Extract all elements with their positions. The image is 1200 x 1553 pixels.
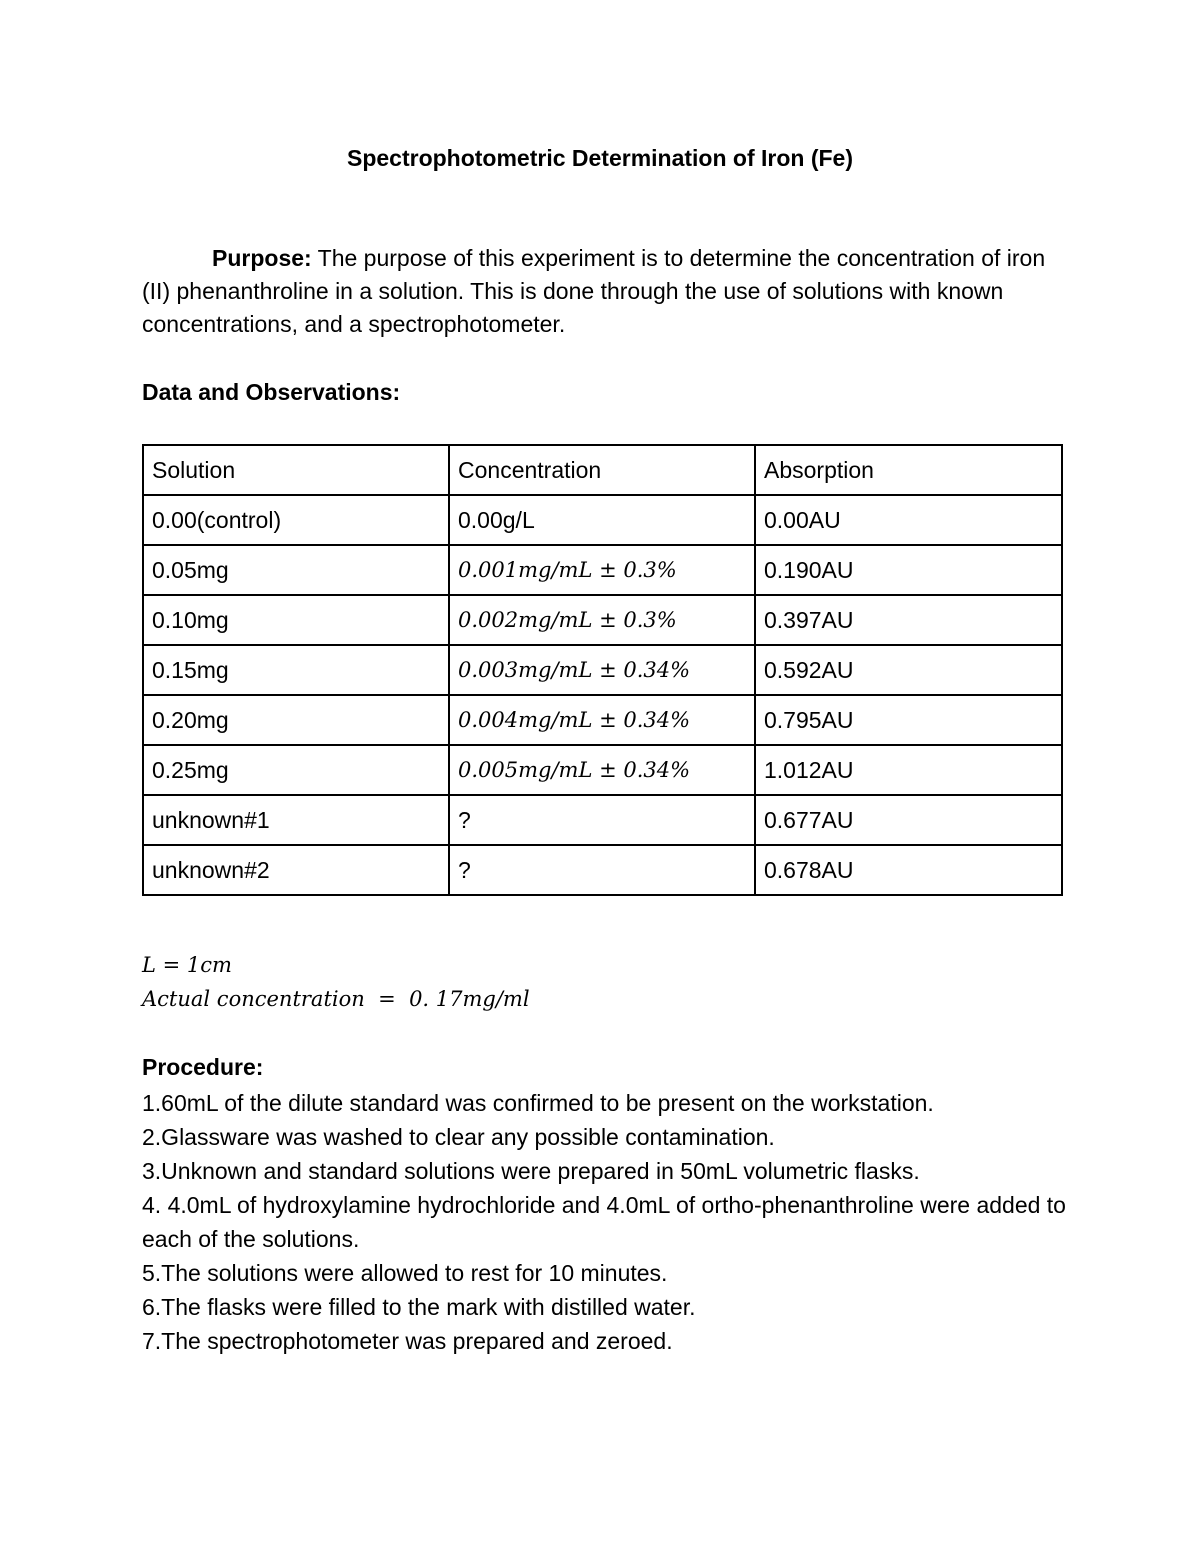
cell-absorption: 0.190AU [755,545,1062,595]
cell-solution: 0.10mg [143,595,449,645]
header-absorption: Absorption [755,445,1062,495]
procedure-list [142,1086,1072,1358]
cell-solution: 0.20mg [143,695,449,745]
cell-solution: 0.25mg [143,745,449,795]
purpose-paragraph [142,242,1072,341]
cell-absorption: 0.677AU [755,795,1062,845]
procedure-step: 4. 4.0mL of hydroxylamine hydrochloride and 4.0mL of ortho-phenanthroline were added to each of the solutions. [142,1192,1066,1252]
table-header-row [143,445,1062,495]
path-length-formula: L = 1cm [142,953,232,977]
cell-absorption: 1.012AU [755,745,1062,795]
purpose-label: Purpose: [212,245,312,271]
cell-solution: unknown#2 [143,845,449,895]
procedure-step: 1.60mL of the dilute standard was confirmed to be present on the workstation. [142,1090,934,1116]
procedure-step: 2.Glassware was washed to clear any possible contamination. [142,1124,775,1150]
header-concentration: Concentration [449,445,755,495]
cell-concentration: 0.005mg/mL ± 0.34% [449,745,755,795]
procedure-step: 6.The flasks were filled to the mark with distilled water. [142,1294,696,1320]
cell-concentration: ? [449,845,755,895]
cell-solution: 0.00(control) [143,495,449,545]
actual-concentration-formula: Actual concentration = 0. 17mg/ml [142,987,530,1011]
table-row [143,795,1062,845]
header-solution: Solution [143,445,449,495]
cell-absorption: 0.397AU [755,595,1062,645]
purpose-text: The purpose of this experiment is to determine the concentration of iron (II) phenanthroline in a solution. This is done through the use of solutions with known concentrations, and a spectrophotometer. [142,245,1046,337]
cell-absorption: 0.00AU [755,495,1062,545]
procedure-step: 5.The solutions were allowed to rest for 10 minutes. [142,1260,668,1286]
cell-concentration: 0.002mg/mL ± 0.3% [449,595,755,645]
cell-absorption: 0.592AU [755,645,1062,695]
cell-absorption: 0.678AU [755,845,1062,895]
cell-concentration: 0.001mg/mL ± 0.3% [449,545,755,595]
table-row [143,595,1062,645]
table-row [143,845,1062,895]
document-title: Spectrophotometric Determination of Iron (Fe) [346,145,854,171]
cell-solution: unknown#1 [143,795,449,845]
cell-solution: 0.05mg [143,545,449,595]
table-row [143,695,1062,745]
cell-concentration: 0.004mg/mL ± 0.34% [449,695,755,745]
cell-solution: 0.15mg [143,645,449,695]
procedure-heading: Procedure: [142,1054,264,1080]
cell-absorption: 0.795AU [755,695,1062,745]
cell-concentration: ? [449,795,755,845]
table-row [143,645,1062,695]
cell-concentration: 0.003mg/mL ± 0.34% [449,645,755,695]
procedure-step: 3.Unknown and standard solutions were prepared in 50mL volumetric flasks. [142,1158,920,1184]
data-table [142,444,1063,896]
table-row [143,745,1062,795]
cell-concentration: 0.00g/L [449,495,755,545]
table-row [143,495,1062,545]
procedure-step: 7.The spectrophotometer was prepared and zeroed. [142,1328,673,1354]
table-row [143,545,1062,595]
data-observations-heading: Data and Observations: [142,379,401,405]
